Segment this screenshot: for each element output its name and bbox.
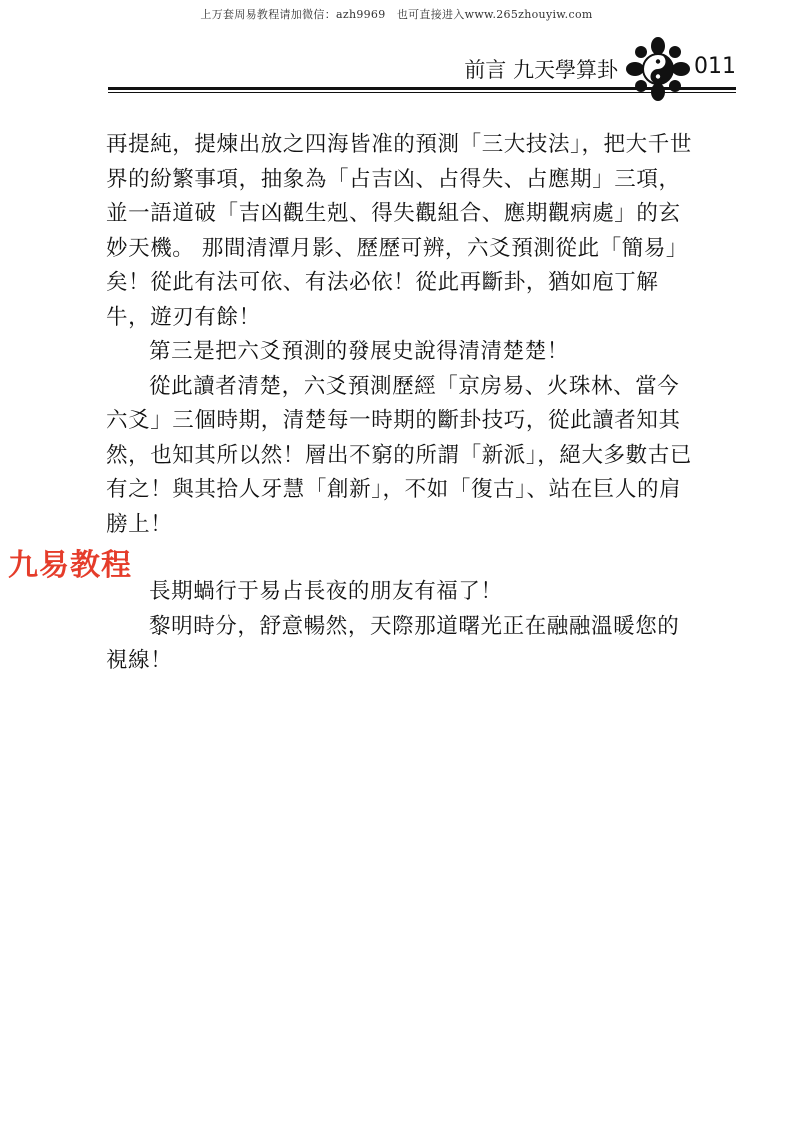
paragraph: 長期蝸行于易占長夜的朋友有福了！ (149, 579, 503, 604)
page-header (108, 40, 736, 96)
top-note: 上万套周易教程请加微信：azh9969 也可直接进入www.265zhouyiw.com (200, 8, 593, 21)
paragraph-gap (106, 542, 692, 575)
header-rule-thin (108, 92, 736, 93)
body-text (106, 128, 692, 679)
paragraph: 再提純，提煉出放之四海皆准的預測「三大技法」，把大千世界的紛繁事項，抽象為「占吉凶、占得失、占應期」三項，並一語道破「吉凶觀生剋、得失觀組合、應期觀病處」的玄妙天機。 那間清潭月影、歷歷可辨，六爻預測從此「簡易」矣！從此有法可依、有法必依！從此再斷卦，猶如庖丁解牛，遊刃有餘！ (106, 132, 692, 330)
paragraph: 從此讀者清楚，六爻預測歷經「京房易、火珠林、當今六爻」三個時期，清楚每一時期的斷卦技巧，從此讀者知其然，也知其所以然！層出不窮的所謂「新派」，絕大多數古已有之！與其拾人牙慧「創新」，不如「復古」、站在巨人的肩膀上！ (106, 373, 692, 537)
watermark: 九易教程 (8, 548, 132, 583)
paragraph: 黎明時分，舒意暢然，天際那道曙光正在融融溫暖您的視線！ (106, 613, 680, 673)
header-rule (108, 87, 736, 90)
paragraph: 第三是把六爻預測的發展史說得清清楚楚！ (149, 339, 569, 364)
running-title: 前言 九天學算卦 (464, 58, 618, 82)
page-number: 011 (694, 54, 736, 79)
